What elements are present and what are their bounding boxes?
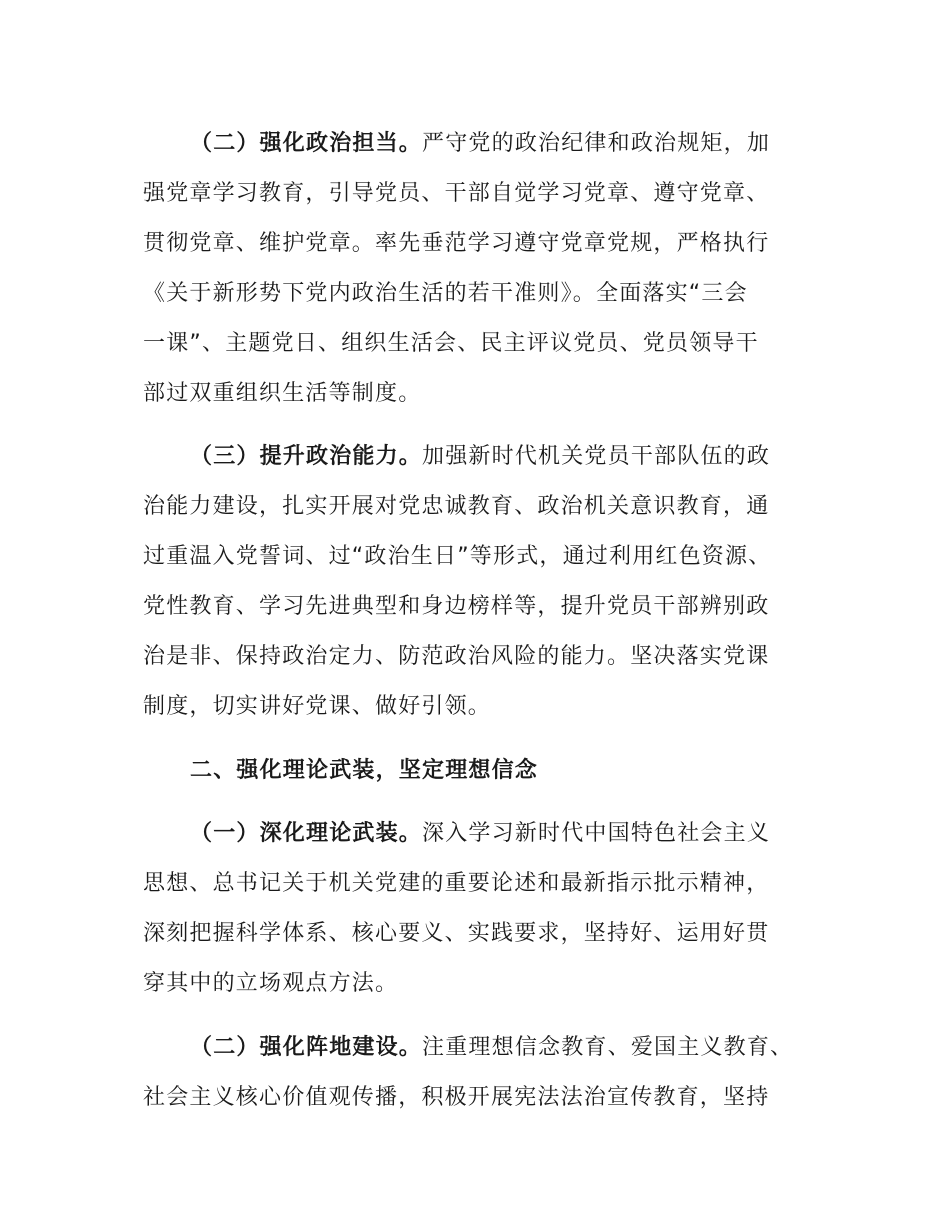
- paragraph-line: [190, 443, 770, 471]
- paragraph-line: 过重温入党誓词、过“政治生日”等形式，通过利用红色资源、: [143, 544, 772, 569]
- paragraph-line: 社会主义核心价值观传播，积极开展宪法法治宣传教育，坚持: [143, 1085, 770, 1110]
- paragraph-heading: （二）强化阵地建设。: [190, 1035, 423, 1060]
- paragraph-line: 治能力建设，扎实开展对党忠诚教育、政治机关意识教育，通: [143, 494, 770, 519]
- paragraph-line: 党性教育、学习先进典型和身边榜样等，提升党员干部辨别政: [143, 594, 770, 619]
- paragraph-heading: （二）强化政治担当。: [190, 131, 423, 156]
- paragraph-line: 深刻把握科学体系、核心要义、实践要求，坚持好、运用好贯: [143, 921, 770, 946]
- paragraph-line: 部过双重组织生活等制度。: [143, 381, 422, 406]
- paragraph-text: 注重理想信念教育、爱国主义教育、: [422, 1035, 794, 1060]
- paragraph-line: [190, 130, 770, 158]
- paragraph-text: 严守党的政治纪律和政治规矩，加: [422, 131, 771, 156]
- paragraph-line: 穿其中的立场观点方法。: [143, 971, 399, 996]
- paragraph-line: [190, 1034, 793, 1062]
- paragraph-line: 思想、总书记关于机关党建的重要论述和最新指示批示精神，: [143, 871, 770, 896]
- paragraph-text: 加强新时代机关党员干部队伍的政: [422, 444, 771, 469]
- section-title: 二、强化理论武装，坚定理想信念: [190, 758, 539, 783]
- paragraph-line: 一课”、主题党日、组织生活会、民主评议党员、党员领导干: [143, 331, 759, 356]
- paragraph-text: 深入学习新时代中国特色社会主义: [422, 821, 771, 846]
- paragraph-line: 治是非、保持政治定力、防范政治风险的能力。坚决落实党课: [143, 644, 770, 669]
- paragraph-line: 《关于新形势下党内政治生活的若干准则》。全面落实“三会: [143, 281, 748, 306]
- paragraph-heading: （一）深化理论武装。: [190, 821, 423, 846]
- paragraph-line: [190, 820, 770, 848]
- paragraph-heading: （三）提升政治能力。: [190, 444, 423, 469]
- paragraph-line: 强党章学习教育，引导党员、干部自觉学习党章、遵守党章、: [143, 181, 770, 206]
- paragraph-line: 制度，切实讲好党课、做好引领。: [143, 694, 492, 719]
- paragraph-line: 贯彻党章、维护党章。率先垂范学习遵守党章党规，严格执行: [143, 231, 770, 256]
